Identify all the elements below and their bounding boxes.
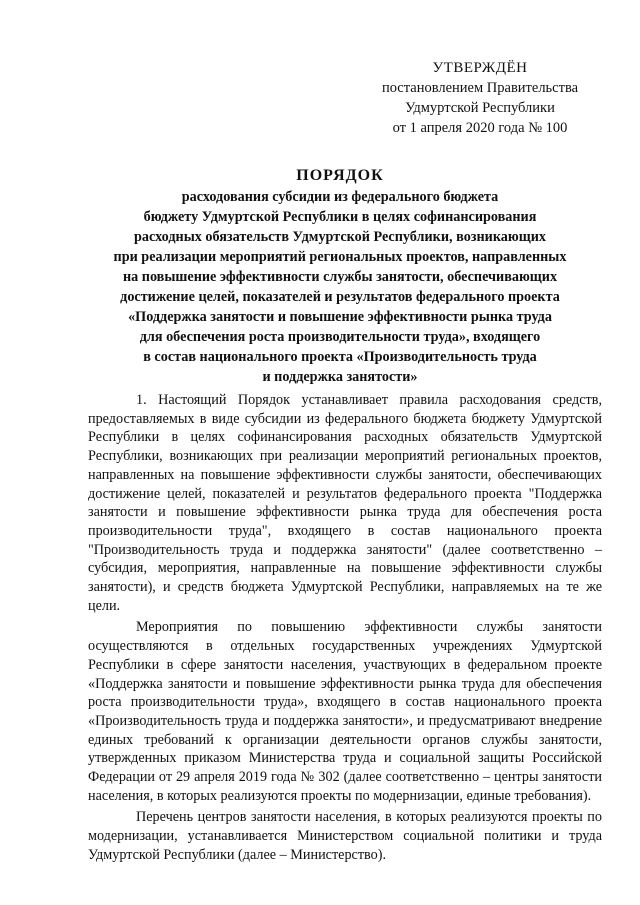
document-body (88, 391, 602, 865)
paragraph: Перечень центров занятости населения, в которых реализуются проекты по модернизации, устанавливается Министерством социальной политики и труда Удмуртской Республики (далее – Министерство). (88, 809, 602, 863)
approval-title: УТВЕРЖДЁН (432, 60, 528, 76)
document-title: ПОРЯДОК (296, 167, 384, 184)
approval-stamp (360, 58, 600, 138)
paragraph: 1. Настоящий Порядок устанавливает правила расходования средств, предоставляемых в виде субсидии из федерального бюджета бюджету Удмуртской Республики в целях софинансирования расходных обязательств Удмуртской Республики, возникающих при реализации мероприятий региональных проектов, направленных на повышение эффективности службы занятости, обеспечивающих достижение целей, показателей и результатов федерального проекта "Поддержка занятости и повышение эффективности рынка труда для обеспечения роста производительности труда", входящего в состав национального проекта "Производительность труда и поддержка занятости" (далее соответственно – субсидия, мероприятия, направленные на повышение эффективности службы занятости), и средств бюджета Удмуртской Республики, направляемых на те же цели. (88, 392, 602, 614)
heading-line: в состав национального проекта «Производительность труда (143, 349, 537, 365)
heading-line: «Поддержка занятости и повышение эффективности рынка труда (128, 309, 552, 325)
heading-line: и поддержка занятости» (262, 369, 418, 385)
heading-line: расходных обязательств Удмуртской Республики, возникающих (134, 229, 546, 245)
paragraph: Мероприятия по повышению эффективности службы занятости осуществляются в отдельных государственных учреждениях Удмуртской Республики в сфере занятости населения, участвующих в федеральном проекте «Поддержка занятости и повышение эффективности рынка труда для обеспечения роста производительности труда», входящего в состав национального проекта «Производительность труда и поддержка занятости», и предусматривают внедрение единых требований к организации деятельности органов службы занятости, утвержденных приказом Министерства труда и социальной защиты Российской Федерации от 29 апреля 2019 года № 302 (далее соответственно – центры занятости населения, в которых реализуются проекты по модернизации, единые требования). (88, 619, 602, 804)
approval-line: постановлением Правительства (381, 80, 579, 96)
document-heading (70, 165, 610, 387)
heading-line: на повышение эффективности службы занятости, обеспечивающих (122, 269, 558, 285)
approval-line: от 1 апреля 2020 года № 100 (392, 120, 568, 136)
heading-line: при реализации мероприятий региональных проектов, направленных (113, 249, 567, 265)
heading-line: достижение целей, показателей и результатов федерального проекта (120, 289, 560, 305)
heading-line: расходования субсидии из федерального бюджета (181, 189, 499, 205)
heading-line: бюджету Удмуртской Республики в целях софинансирования (143, 209, 537, 225)
heading-line: для обеспечения роста производительности труда», входящего (139, 329, 541, 345)
approval-line: Удмуртской Республики (405, 100, 555, 116)
